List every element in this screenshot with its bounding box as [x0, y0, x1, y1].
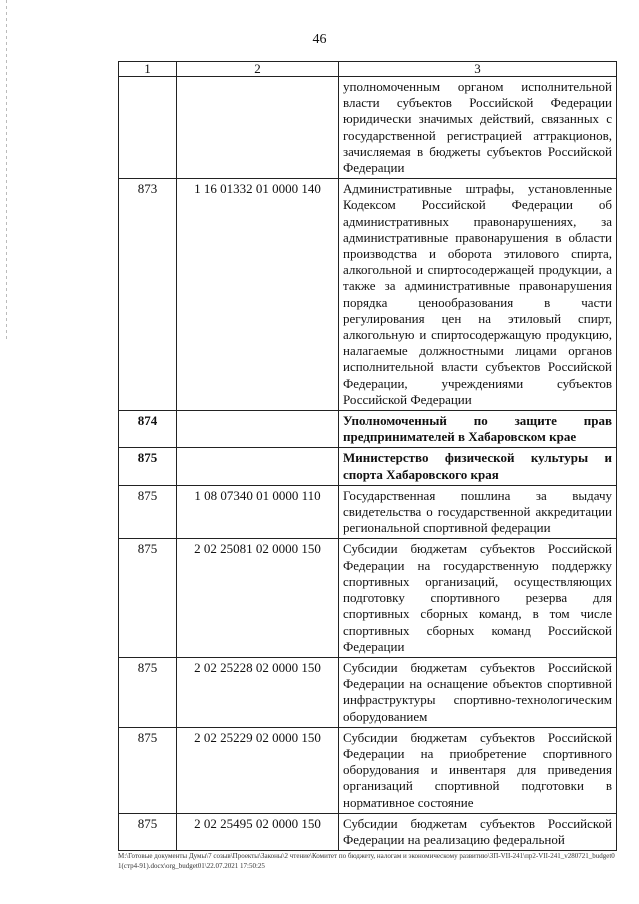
- description-cell: Субсидии бюджетам субъектов Российской Федерации на оснащение объектов спортивной инфраструктуры спортивно-технологическим оборудованием: [339, 657, 617, 727]
- admin-code-cell: 875: [119, 448, 177, 485]
- table-row: [119, 411, 617, 448]
- table-row: [119, 657, 617, 727]
- revenue-code-cell: [177, 77, 339, 179]
- description-cell: Министерство физической культуры и спорта Хабаровского края: [339, 448, 617, 485]
- description-cell: уполномоченным органом исполнительной власти субъектов Российской Федерации юридически значимых действий, связанных с государственной регистрацией аттракционов, зачисляемая в бюджеты субъектов Российской Федерации: [339, 77, 617, 179]
- page-number: 46: [312, 32, 327, 47]
- description-cell: Субсидии бюджетам субъектов Российской Федерации на государственную поддержку спортивных организаций, осуществляющих подготовку спортивного резерва для спортивных сборных команд, в том числе спортивных сборных команд Российской Федерации: [339, 539, 617, 657]
- admin-code-cell: 875: [119, 539, 177, 657]
- admin-code-cell: 875: [119, 813, 177, 850]
- header-col-1: 1: [119, 62, 177, 77]
- admin-code-cell: 873: [119, 179, 177, 411]
- admin-code-cell: 875: [119, 657, 177, 727]
- revenue-code-cell: [177, 448, 339, 485]
- admin-code-cell: 875: [119, 727, 177, 813]
- table-body: [119, 77, 617, 851]
- revenue-code-cell: 1 08 07340 01 0000 110: [177, 485, 339, 539]
- description-cell: Субсидии бюджетам субъектов Российской Федерации на реализацию федеральной: [339, 813, 617, 850]
- revenue-code-cell: 1 16 01332 01 0000 140: [177, 179, 339, 411]
- description-cell: Государственная пошлина за выдачу свидетельства о государственной аккредитации региональной спортивной федерации: [339, 485, 617, 539]
- footer-file-path: М:\Готовые документы Думы\7 созыв\Проекты\Законы\2 чтение\Комитет по бюджету, налогам и экономическому развитию\ЗП-VII-241\пр2-VII-241_v280721_budget01(стр4-91).docx\org_budget01\22.07.2021 17:50:25: [118, 852, 615, 870]
- revenue-code-cell: 2 02 25228 02 0000 150: [177, 657, 339, 727]
- admin-code-cell: 874: [119, 411, 177, 448]
- table-row: [119, 813, 617, 850]
- table-row: [119, 77, 617, 179]
- table-row: [119, 727, 617, 813]
- description-cell: Субсидии бюджетам субъектов Российской Федерации на приобретение спортивного оборудования и инвентаря для приведения организаций спортивной подготовки в нормативное состояние: [339, 727, 617, 813]
- revenue-codes-table: [118, 61, 617, 851]
- admin-code-cell: 875: [119, 485, 177, 539]
- table-row: [119, 485, 617, 539]
- scan-edge-mark: [6, 0, 7, 340]
- table-row: [119, 448, 617, 485]
- description-cell: Административные штрафы, установленные Кодексом Российской Федерации об административных правонарушениях, за административные правонарушения в области производства и оборота этилового спирта, алкогольной и спиртосодержащей продукции, а также за административные правонарушения порядка ценообразования в части регулирования цен на этиловый спирт, алкогольную и спиртосодержащую продукцию, налагаемые должностными лицами органов исполнительной власти субъектов Российской Федерации, учреждениями субъектов Российской Федерации: [339, 179, 617, 411]
- table-row: [119, 539, 617, 657]
- table-row: [119, 179, 617, 411]
- admin-code-cell: [119, 77, 177, 179]
- revenue-code-cell: 2 02 25495 02 0000 150: [177, 813, 339, 850]
- description-cell: Уполномоченный по защите прав предпринимателей в Хабаровском крае: [339, 411, 617, 448]
- revenue-code-cell: 2 02 25081 02 0000 150: [177, 539, 339, 657]
- revenue-code-cell: 2 02 25229 02 0000 150: [177, 727, 339, 813]
- header-col-3: 3: [339, 62, 617, 77]
- header-col-2: 2: [177, 62, 339, 77]
- revenue-code-cell: [177, 411, 339, 448]
- table-header-row: [119, 62, 617, 77]
